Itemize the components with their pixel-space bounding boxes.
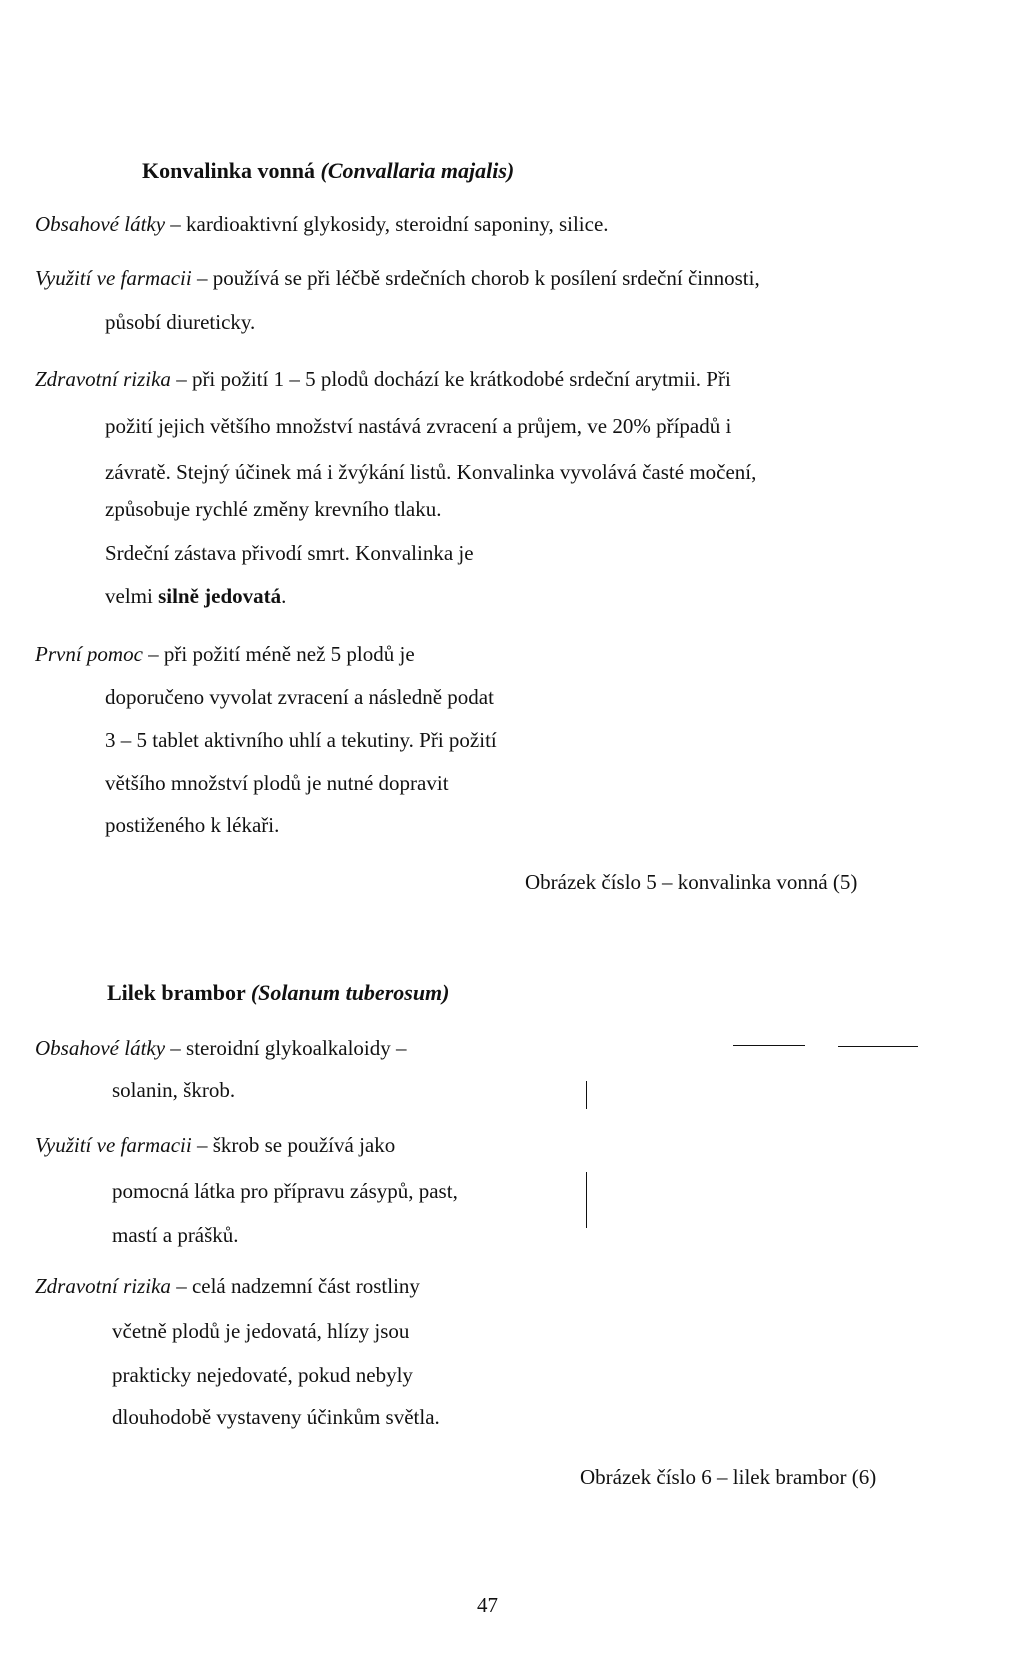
page-number: 47 [477,1593,498,1617]
pomoc-line-1 [35,642,415,667]
image-border-fragment [586,1172,587,1228]
rizika-line-2: požití jejich většího množství nastává zvracení a průjem, ve 20% případů i [105,414,732,438]
vyuziti-text-1: – škrob se používá jako [191,1133,396,1157]
rizika-line-1 [35,367,731,392]
image-border-fragment [838,1046,918,1047]
image-border-fragment [586,1081,587,1109]
obsah-line-1 [35,1036,407,1061]
figure-caption-5: Obrázek číslo 5 – konvalinka vonná (5) [525,870,858,894]
vyuziti-line-2: působí diureticky. [105,310,256,334]
vyuziti-line-1 [35,1133,395,1158]
title-common: Konvalinka vonná [142,158,316,183]
obsah-line [35,212,609,237]
title-common: Lilek brambor [107,980,246,1005]
vyuziti-line-1 [35,266,760,291]
rizika-line-4: způsobuje rychlé změny krevního tlaku. [105,497,442,521]
rizika-line-3: závratě. Stejný účinek má i žvýkání listů. Konvalinka vyvolává časté močení, [105,460,757,484]
image-border-fragment [733,1045,805,1046]
rizika-bold-warning: silně jedovatá [158,584,282,608]
pomoc-line-2: doporučeno vyvolat zvracení a následně podat [105,685,494,709]
rizika-line-3: prakticky nejedovaté, pokud nebyly [112,1363,413,1387]
rizika-text-6c: . [281,584,287,608]
pomoc-line-5: postiženého k lékaři. [105,813,280,837]
pomoc-text-1: – při požití méně než 5 plodů je [142,642,415,666]
rizika-line-6 [105,584,286,609]
rizika-line-1 [35,1274,420,1299]
pomoc-line-3: 3 – 5 tablet aktivního uhlí a tekutiny. Při požití [105,728,497,752]
rizika-text-6a: velmi [105,584,159,608]
vyuziti-label: Využití ve farmacii [35,266,192,290]
rizika-label: Zdravotní rizika [35,367,171,391]
obsah-label: Obsahové látky [35,1036,166,1060]
pomoc-line-4: většího množství plodů je nutné dopravit [105,771,449,795]
vyuziti-line-2: pomocná látka pro přípravu zásypů, past, [112,1179,458,1203]
obsah-text-1: – steroidní glykoalkaloidy – [165,1036,407,1060]
rizika-line-2: včetně plodů je jedovatá, hlízy jsou [112,1319,410,1343]
vyuziti-label: Využití ve farmacii [35,1133,192,1157]
pomoc-label: První pomoc [35,642,143,666]
rizika-line-5: Srdeční zástava přivodí smrt. Konvalinka je [105,541,474,565]
obsah-text: – kardioaktivní glykosidy, steroidní saponiny, silice. [165,212,609,236]
section-title-konvalinka [142,158,514,184]
rizika-text-1: – při požití 1 – 5 plodů dochází ke krátkodobé srdeční arytmii. Při [170,367,731,391]
section-title-lilek [107,980,450,1006]
figure-caption-6: Obrázek číslo 6 – lilek brambor (6) [580,1465,877,1489]
title-latin: (Solanum tuberosum) [250,980,450,1005]
rizika-line-4: dlouhodobě vystaveny účinkům světla. [112,1405,440,1429]
obsah-line-2: solanin, škrob. [112,1078,236,1102]
obsah-label: Obsahové látky [35,212,166,236]
rizika-text-1: – celá nadzemní část rostliny [170,1274,420,1298]
vyuziti-text-1: – používá se při léčbě srdečních chorob k posílení srdeční činnosti, [191,266,760,290]
rizika-label: Zdravotní rizika [35,1274,171,1298]
vyuziti-line-3: mastí a prášků. [112,1223,239,1247]
title-latin: (Convallaria majalis) [320,158,515,183]
